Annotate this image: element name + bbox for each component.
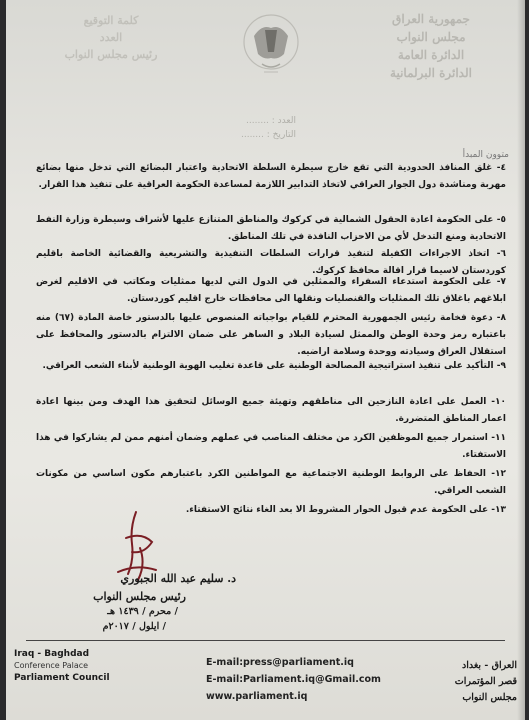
- footer-website-link[interactable]: www.parliament.iq: [206, 691, 308, 702]
- letterhead-left: [46, 12, 176, 63]
- footer-contacts: [206, 654, 381, 705]
- letterhead-right-line: الدائرة العامة: [397, 48, 465, 62]
- resolution-item: ٩- التأكيد على تنفيذ استراتيجية المصالحة الوطنية على قاعدة تغليب الهوية الوطنية لأبناء الشعب العراقي.: [42, 361, 506, 371]
- letterhead-right-line: مجلس النواب: [396, 30, 466, 44]
- footer-city-arabic: العراق - بغداد: [461, 660, 517, 671]
- footer-email-gmail[interactable]: E-mail:Parliament.iq@Gmail.com: [206, 674, 381, 685]
- footer-address-english: [14, 648, 110, 684]
- letterhead-left-line: العدد: [99, 31, 123, 44]
- footer-institution: Parliament Council: [14, 673, 110, 683]
- document-page: [6, 0, 525, 720]
- page-edge-shadow: [517, 0, 525, 720]
- resolution-item: ٨- دعوة فخامة رئيس الجمهورية المحترم للقيام بواجباته المنصوص عليها بالدستور خاصة المادة (٦٧) منه باعتباره رمز وحدة الوطن والممثل لسيادة البلاد و الساهر على ضمان الالتزام بالدستور والمحافظ على استقلال العراق وسيادته ووحدة وسلامة اراضيه.: [36, 313, 507, 357]
- footer-divider: [26, 640, 505, 641]
- letterhead-right: [351, 10, 511, 82]
- letterhead-left-line: كلمة التوقيع: [83, 14, 139, 27]
- reference-date: التاريخ : ........: [240, 130, 296, 140]
- signatory-name: د. سليم عبد الله الجبوري: [120, 572, 236, 585]
- resolution-item: ١٣- على الحكومة عدم قبول الحوار المشروط الا بعد الغاء نتائج الاستفتاء.: [185, 505, 506, 515]
- letterhead-right-line: الدائرة البرلمانية: [390, 66, 472, 80]
- resolution-item: ٧- على الحكومة استدعاء السفراء والممثلين في الدول التي لديها ممثليات ومكاتب في الاقليم لغرض ابلاغهم باغلاق تلك الممثليات والقنصليات ونقلها الى محافظات خارج اقليم كوردستان.: [36, 277, 506, 304]
- footer-city: Iraq - Baghdad: [14, 649, 90, 659]
- resolution-item: ٤- غلق المنافذ الحدودية التي تقع خارج سيطرة السلطة الاتحادية واعتبار البضائع التي تدخل منها بضائع مهربة ومناشدة دول الجوار العراقي لاتخاذ التدابير اللازمة لمساعدة الحكومة العراقية على تنفيذ هذا القرار.: [36, 163, 506, 190]
- signatory-title: رئيس مجلس النواب: [93, 590, 186, 603]
- gregorian-date: / ايلول / ٢٠١٧م: [102, 621, 166, 632]
- resolution-item: ٥- على الحكومة اعادة الحقول الشمالية في كركوك والمناطق المتنازع عليها لأشراف وسيطرة وزارة النفط الاتحادية ومنع التدخل لأي من الاحزاب النافذة في تلك المناطق.: [36, 215, 506, 242]
- footer-institution-arabic: مجلس النواب: [462, 692, 517, 703]
- letterhead-left-line: رئيس مجلس النواب: [64, 48, 158, 61]
- subject-line: متوون المبدأ: [462, 150, 509, 160]
- hijri-date: / محرم / ١٤٣٩ هـ: [107, 606, 178, 617]
- reference-number: العدد : ........: [246, 116, 296, 126]
- footer-building-arabic: قصر المؤتمرات: [454, 676, 517, 687]
- footer-email-press[interactable]: E-mail:press@parliament.iq: [206, 657, 354, 668]
- resolution-item: ١٠- العمل على اعادة النازحين الى مناطقهم وتهيئة جميع الوسائل لتحقيق هذا الهدف ومن بينها اعادة اعمار المناطق المتضررة.: [36, 397, 506, 424]
- letterhead-right-line: جمهورية العراق: [392, 12, 470, 26]
- footer-building: Conference Palace: [14, 661, 89, 670]
- resolution-item: ١١- استمرار جميع الموظفين الكرد من مختلف المناصب في عملهم وضمان أمنهم ممن لم يشاركوا في هذا الاستفتاء.: [36, 433, 506, 460]
- parliament-emblem-icon: [240, 8, 302, 84]
- resolution-item: ٦- اتخاذ الاجراءات الكفيلة لتنفيذ قرارات السلطات التنفيذية والتشريعية والقضائية الخاصة باقليم كوردستان لاسيما قرار اقالة محافظ كركوك.: [36, 249, 506, 276]
- footer-address-arabic: [455, 658, 517, 706]
- resolution-item: ١٢- الحفاظ على الروابط الوطنية الاجتماعية مع المواطنين الكرد باعتبارهم مكون اساسي من مكونات الشعب العراقي.: [36, 469, 506, 496]
